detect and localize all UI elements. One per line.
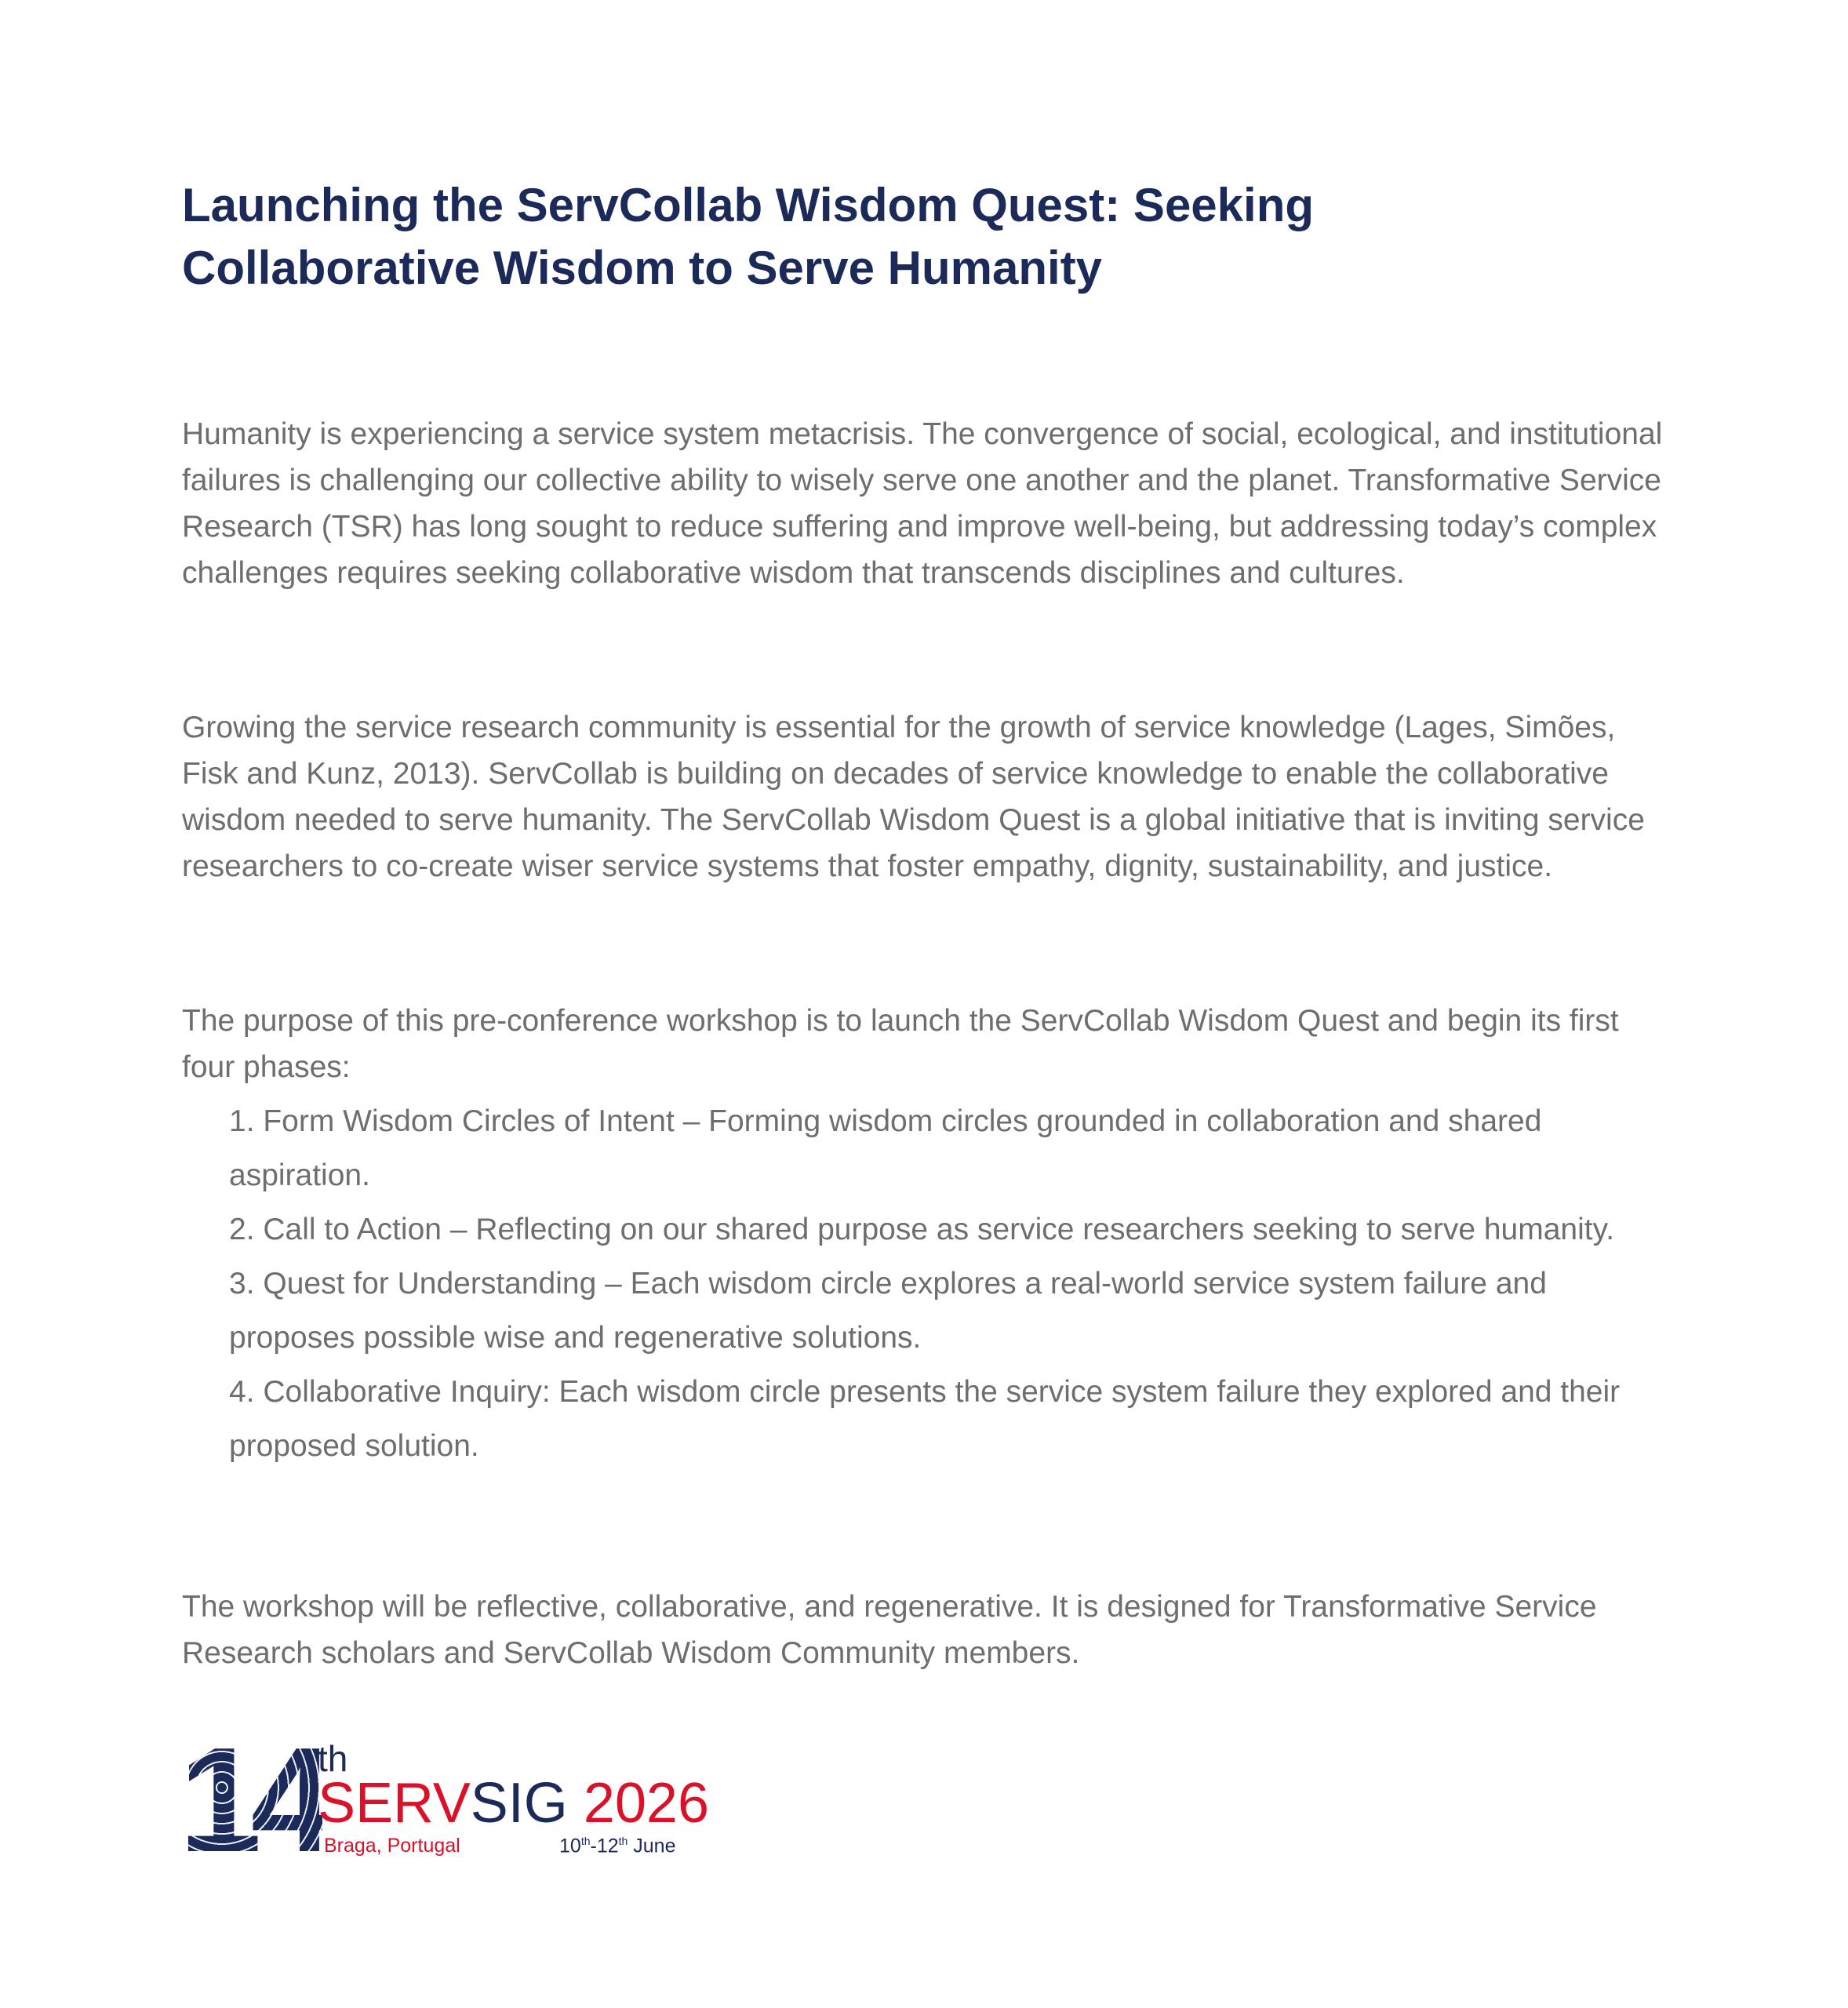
list-item: 1. Form Wisdom Circles of Intent – Forming wisdom circles grounded in collaboration and shared aspiration. <box>229 1104 1542 1192</box>
closing-paragraph: The workshop will be reflective, collaborative, and regenerative. It is designed for Transformative Service Research scholars and ServCollab Wisdom Community members. <box>182 1590 1597 1670</box>
date-start: 10 <box>559 1835 581 1857</box>
list-item: 4. Collaborative Inquiry: Each wisdom circle presents the service system failure they explored and their proposed solution. <box>229 1375 1621 1463</box>
date-end: -12 <box>590 1835 619 1857</box>
phases-list <box>182 1094 1672 1473</box>
logo-ordinal: th <box>318 1738 348 1779</box>
date-month: June <box>628 1835 676 1857</box>
logo-year: 2026 <box>583 1772 709 1835</box>
logo-number: 14 <box>179 1717 323 1883</box>
date-start-sup: th <box>580 1835 591 1847</box>
servsig-logo <box>179 1717 712 1883</box>
logo-wordmark <box>318 1772 709 1835</box>
intro-paragraph: Humanity is experiencing a service system metacrisis. The convergence of social, ecological, and institutional failures is challenging our collective ability to wisely serve one another and the planet. Transformative Service Research (TSR) has long sought to reduce suffering and improve well-being, but addressing today’s complex challenges requires seeking collaborative wisdom that transcends disciplines and cultures. <box>182 417 1663 590</box>
date-end-sup: th <box>618 1835 628 1847</box>
logo-sig: SIG <box>470 1772 568 1835</box>
page-title: Launching the ServCollab Wisdom Quest: Seeking Collaborative Wisdom to Serve Humanity <box>182 179 1315 294</box>
purpose-paragraph: The purpose of this pre-conference workshop is to launch the ServCollab Wisdom Quest and begin its first four phases: <box>182 1004 1619 1084</box>
community-paragraph: Growing the service research community is essential for the growth of service knowledge (Lages, Simões, Fisk and Kunz, 2013). ServCollab is building on decades of service knowledge to enable the collaborative wisdom needed to serve humanity. The ServCollab Wisdom Quest is a global initiative that is inviting service researchers to co-create wiser service systems that foster empathy, dignity, sustainability, and justice. <box>182 711 1645 883</box>
list-item: 3. Quest for Understanding – Each wisdom circle explores a real-world service system failure and proposes possible wise and regenerative solutions. <box>229 1267 1547 1355</box>
logo-serv: SERV <box>318 1772 471 1835</box>
logo-dates <box>559 1835 676 1857</box>
logo-location: Braga, Portugal <box>324 1835 460 1857</box>
list-item: 2. Call to Action – Reflecting on our shared purpose as service researchers seeking to serve humanity. <box>229 1213 1615 1246</box>
